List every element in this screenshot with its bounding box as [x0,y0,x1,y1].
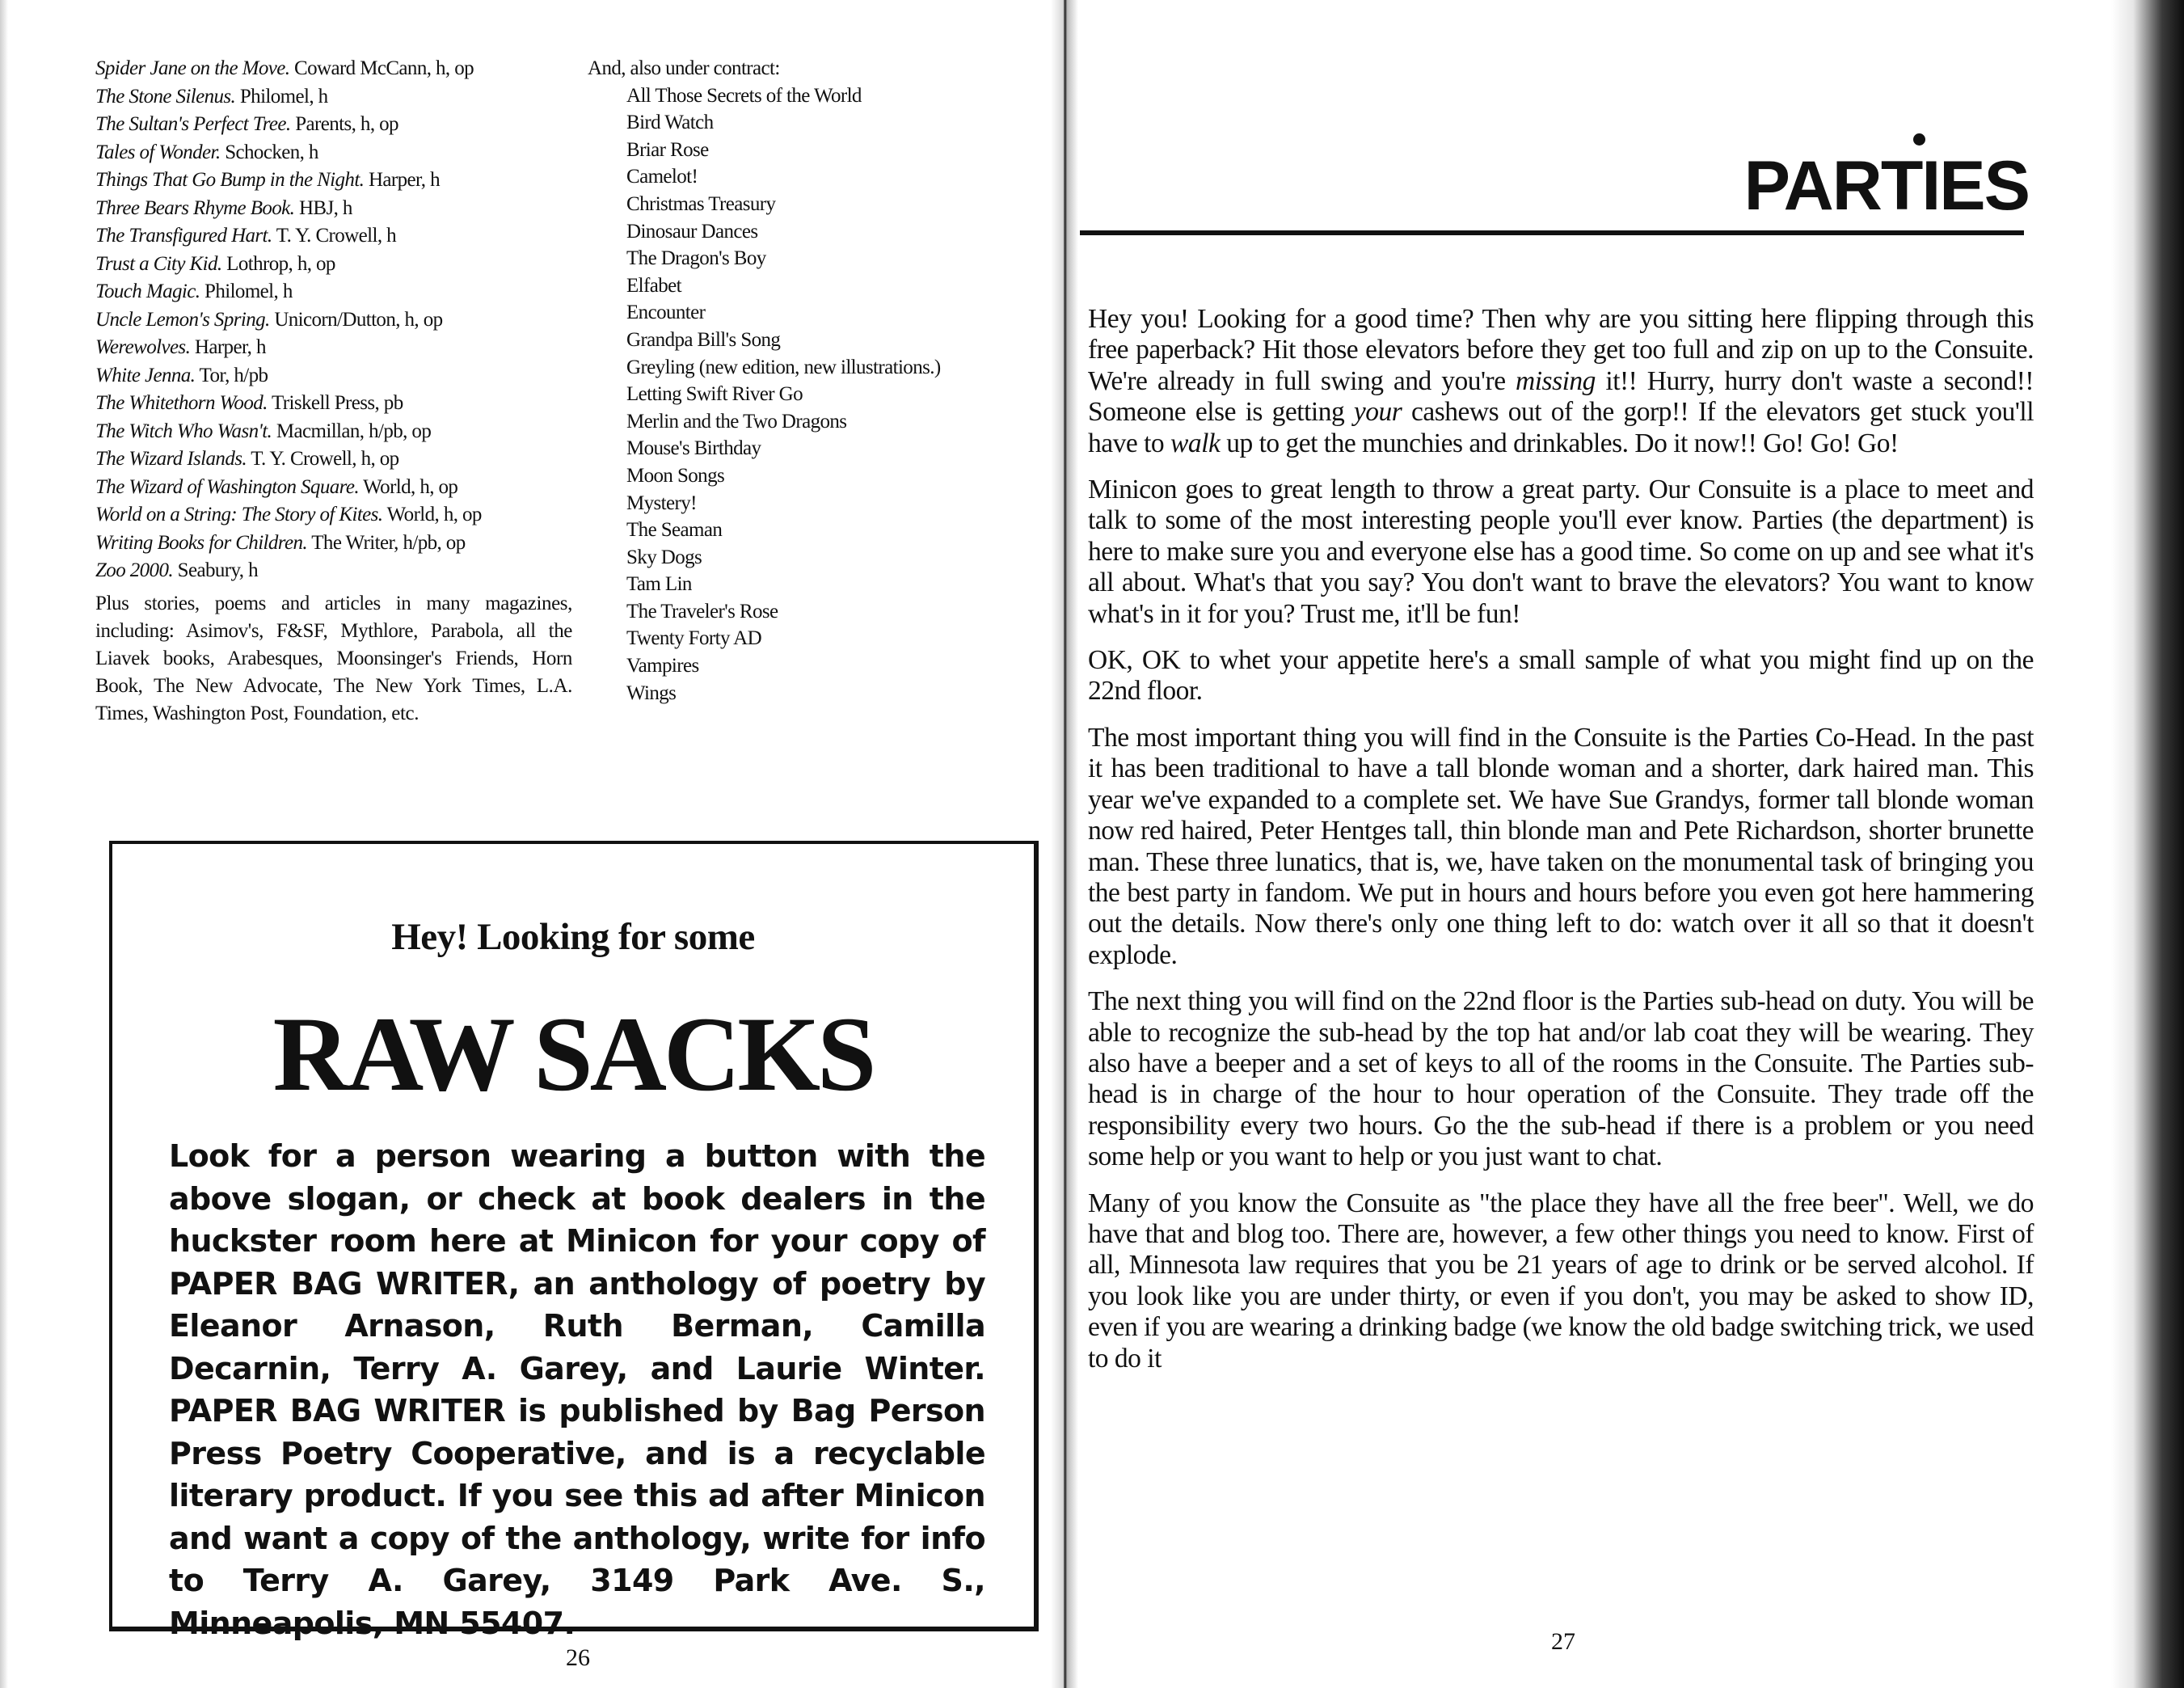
page-edge-left [0,0,8,1688]
bibliography-entry: Trust a City Kid. Lothrop, h, op [95,252,335,275]
contract-title: Grandpa Bill's Song [626,328,781,351]
contract-title: The Traveler's Rose [626,600,778,622]
contract-title: Twenty Forty AD [626,627,762,650]
article-paragraph: OK, OK to whet your appetite here's a small sample of what you might find up on the 22nd floor. [1088,645,2034,707]
bibliography-entry: Touch Magic. Philomel, h [95,281,293,302]
magazines-note: Plus stories, poems and articles in many magazines, including: Asimov's, F&SF, Mythlore, Parabola, all the Liavek books, Arabesques, Moonsinger's Friends, Horn Book, The New Advocate, The New York Times, L.A. Times, Washington Post, Foundation, etc. [95,592,572,724]
bibliography-entry: Werewolves. Harper, h [95,336,266,358]
contract-title: Greyling (new edition, new illustrations.) [626,356,941,378]
bibliography-entry: Spider Jane on the Move. Coward McCann, h, op [95,57,474,79]
bibliography-entry: The Wizard of Washington Square. World, h, op [95,475,458,498]
contract-title: The Dragon's Boy [626,247,766,270]
contract-title: Dinosaur Dances [626,220,758,243]
raw-sacks-advertisement [109,841,1039,1641]
bibliography-entry: The Sultan's Perfect Tree. Parents, h, op [95,113,398,135]
article-paragraph: Many of you know the Consuite as "the place they have all the free beer". Well, we do have that and blog too. There are, however, a few other things you need to know. First of all, Minnesota law requires that you be 21 years of age to drink or be served alcohol. If you look like you are under thirty, or even if you don't, you may be asked to show ID, even if you are wearing a drinking badge (we know the old badge switching trick, we used to do it [1088,1188,2034,1374]
contract-title: Tam Lin [626,573,692,596]
contract-title: Wings [626,682,677,704]
bibliography-entry: Uncle Lemon's Spring. Unicorn/Dutton, h, op [95,308,443,331]
under-contract-list [588,55,1040,707]
section-title: PARTIES [1743,147,2029,225]
article-paragraph: The next thing you will find on the 22nd floor is the Parties sub-head on duty. You will be able to recognize the sub-head by the top hat and/or lab coat they will be wearing. They also have a beeper and a set of keys to all of the rooms in the Consuite. The Parties sub-head is in charge of the hour to hour operation of the Consuite. They trade off the responsibility every two hours. Go the the sub-head if there is a problem or you need some help or you want to help or you just want to chat. [1088,986,2034,1172]
bibliography-entry: Zoo 2000. Seabury, h [95,559,258,581]
bibliography-entry: World on a String: The Story of Kites. World, h, op [95,504,482,525]
bibliography-entry: The Transfigured Hart. T. Y. Crowell, h [95,225,397,247]
page-edge-right [2111,0,2184,1688]
bibliography-entry: Things That Go Bump in the Night. Harper, h [95,169,440,191]
ad-headline: RAW SACKS [272,994,874,1113]
contract-title: Mouse's Birthday [626,437,761,460]
bibliography-entry: The Wizard Islands. T. Y. Crowell, h, op [95,448,399,470]
bibliography-entry: White Jenna. Tor, h/pb [95,364,268,386]
contract-title: Christmas Treasury [626,192,776,215]
title-rule [1080,230,2024,235]
contract-title: Briar Rose [626,138,709,161]
contract-title-list [588,82,1040,707]
under-contract-heading: And, also under contract: [588,57,780,79]
contract-title: Vampires [626,655,699,677]
contract-title: Sky Dogs [626,546,702,568]
contract-title: Merlin and the Two Dragons [626,410,847,433]
contract-title: Camelot! [626,166,698,188]
contract-title: The Seaman [626,519,723,542]
title-dot-ornament [1913,133,1925,146]
contract-title: Elfabet [626,274,681,297]
contract-title: Mystery! [626,492,697,514]
contract-title: Bird Watch [626,112,714,134]
article-paragraph: Hey you! Looking for a good time? Then why are you sitting here flipping through this free paperback? Hit those elevators before they get too full and zip on up to the Consuite. We're already in full swing and you're missing it!! Hurry, hurry don't waste a second!! Someone else is getting your cashews out of the gorp!! If the elevators get stuck you'll have to walk up to get the munchies and drinkables. Do it now!! Go! Go! Go! [1088,304,2034,458]
bibliography-entry: The Whitethorn Wood. Triskell Press, pb [95,392,403,414]
bibliography-entry: Writing Books for Children. The Writer, h/pb, op [95,531,466,554]
ad-lead-line: Hey! Looking for some [391,916,755,958]
contract-title: Encounter [626,302,706,324]
article-paragraph: Minicon goes to great length to throw a great party. Our Consuite is a place to meet and talk to some of the most interesting people you'll ever know. Parties (the department) is here to make sure you and everyone else has a good time. So come on up and see what it's all about. What's that you say? You don't want to brave the elevators? You want to know what's in it for you? Trust me, it'll be fun! [1088,475,2034,629]
page-number-left: 26 [566,1644,590,1671]
bibliography-entry: Tales of Wonder. Schocken, h [95,141,318,163]
article-paragraph: The most important thing you will find in the Consuite is the Parties Co-Head. In the past it has been traditional to have a tall blonde woman and a shorter, dark haired man. This year we've expanded to a complete set. We have Sue Grandys, former tall blonde woman now red haired, Peter Hentges tall, thin blonde man and Pete Richardson, shorter brunette man. These three lunatics, that is, we, have taken on the monumental task of bringing you the best party in fandom. We put in hours and hours before you even got here hammering out the details. Now there's only one thing left to do: watch over it all so that it doesn't explode. [1088,722,2034,970]
book-spine [1051,0,1078,1688]
contract-title: Letting Swift River Go [626,383,803,406]
bibliography-list [95,55,572,728]
page-number-right: 27 [1551,1628,1575,1655]
contract-title: Moon Songs [626,464,725,487]
parties-article [1088,304,2034,1390]
ad-body-text: Look for a person wearing a button with the above slogan, or check at book dealers in the huckster room here at Minicon for your copy of PAPER BAG WRITER, an anthology of poetry by Eleanor Arnason, Ruth Berman, Camilla Decarnin, Terry A. Garey, and Laurie Winter. PAPER BAG WRITER is published by Bag Person Press Poetry Cooperative, and is a recyclable literary product. If you see this ad after Minicon and want a copy of the anthology, write for info to Terry A. Garey, 3149 Park Ave. S., Minneapolis, MN 55407. [169,1138,985,1641]
bibliography-entry: Three Bears Rhyme Book. HBJ, h [95,196,352,219]
bibliography-entry: The Stone Silenus. Philomel, h [95,85,328,108]
contract-title: All Those Secrets of the World [626,84,862,107]
bibliography-entry: The Witch Who Wasn't. Macmillan, h/pb, op [95,420,432,442]
